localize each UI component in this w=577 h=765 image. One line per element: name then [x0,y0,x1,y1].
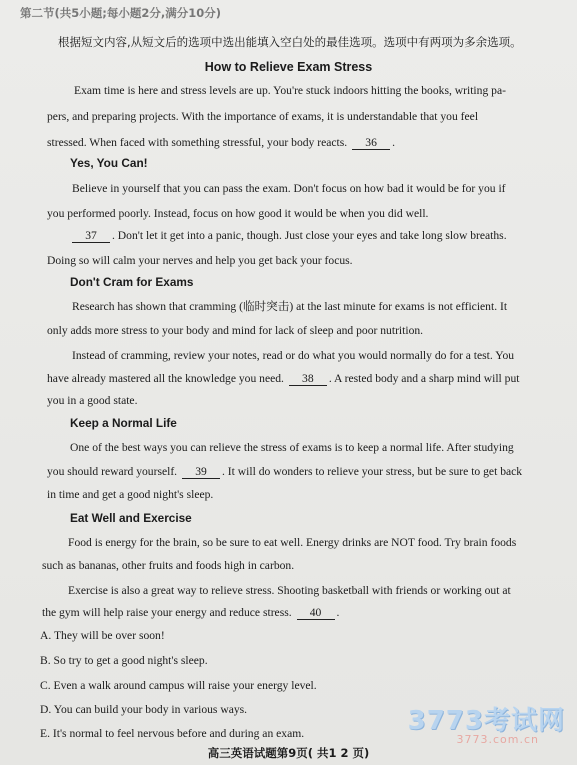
p3-line1 [70,229,507,243]
p5-line3: you in a good state. [47,394,138,407]
site-watermark-logo: 3773考试网 [407,706,565,736]
p3-line2: Doing so will calm your nerves and help you get back your focus. [47,254,353,267]
option-c: C. Even a walk around campus will raise your energy level. [40,679,317,692]
blank-39: 39 [182,466,220,479]
p4-line2: only adds more stress to your body and mind for lack of sleep and poor nutrition. [47,324,424,337]
p8-line2-text: the gym will help raise your energy and reduce stress. [42,606,292,619]
p6-line2-end: . It will do wonders to relieve your stress, but be sure to get back [222,465,523,478]
page-footer: 高三英语试题第9页( 共1 2 页) [207,746,370,760]
blank-36: 36 [352,137,390,150]
p7-line2: such as bananas, other fruits and foods high in carbon. [42,559,295,572]
section-header: 第二节(共5小题;每小题2分,满分10分) [20,6,221,20]
p1-line2: pers, and preparing projects. With the importance of exams, it is understandable that you feel [47,110,479,123]
p4-line1: Research has shown that cramming (临时突击) at the last minute for exams is not efficient. It [72,300,508,313]
p8-line2 [42,606,339,620]
p1-line1: Exam time is here and stress levels are up. You're stuck indoors hitting the books, writing pa- [74,84,506,97]
p2-line1: Believe in yourself that you can pass the exam. Don't focus on how bad it would be for you if [72,182,506,195]
p2-line2: you performed poorly. Instead, focus on how good it would be when you did well. [47,207,429,220]
site-watermark-url: 3773.com.cn [456,733,539,746]
heading-eat-well: Eat Well and Exercise [70,511,192,525]
p3-line1-text: . Don't let it get into a panic, though. Just close your eyes and take long slow breaths. [112,229,507,242]
option-d: D. You can build your body in various ways. [40,703,248,716]
blank-40: 40 [297,607,335,620]
heading-yes-you-can: Yes, You Can! [70,156,148,170]
p1-line3 [47,136,395,150]
blank-37: 37 [72,230,110,243]
heading-normal-life: Keep a Normal Life [70,416,177,430]
passage-title: How to Relieve Exam Stress [204,60,373,74]
blank-38: 38 [289,373,327,386]
p5-line2 [47,372,519,386]
p6-line2-text: you should reward yourself. [47,465,178,478]
p5-line2-text: have already mastered all the knowledge you need. [47,372,284,385]
p8-line2-end: . [336,606,340,619]
p6-line2 [47,465,522,479]
option-e: E. It's normal to feel nervous before and during an exam. [40,727,305,740]
option-a: A. They will be over soon! [40,629,165,642]
p6-line1: One of the best ways you can relieve the stress of exams is to keep a normal life. After studying [70,441,514,454]
p1-line3-text: stressed. When faced with something stressful, your body reacts. [47,136,348,149]
instructions: 根据短文内容,从短文后的选项中选出能填入空白处的最佳选项。选项中有两项为多余选项。 [58,35,522,49]
p8-line1: Exercise is also a great way to relieve stress. Shooting basketball with friends or working out at [68,584,511,597]
p7-line1: Food is energy for the brain, so be sure to eat well. Energy drinks are NOT food. Try brain foods [68,536,517,549]
p5-line1: Instead of cramming, review your notes, read or do what you would normally do for a test. You [72,349,515,362]
p1-line3-end: . [392,136,395,149]
heading-dont-cram: Don't Cram for Exams [70,275,194,289]
option-b: B. So try to get a good night's sleep. [40,654,208,667]
p5-line2-end: . A rested body and a sharp mind will put [328,372,520,385]
p6-line3: in time and get a good night's sleep. [47,488,214,501]
